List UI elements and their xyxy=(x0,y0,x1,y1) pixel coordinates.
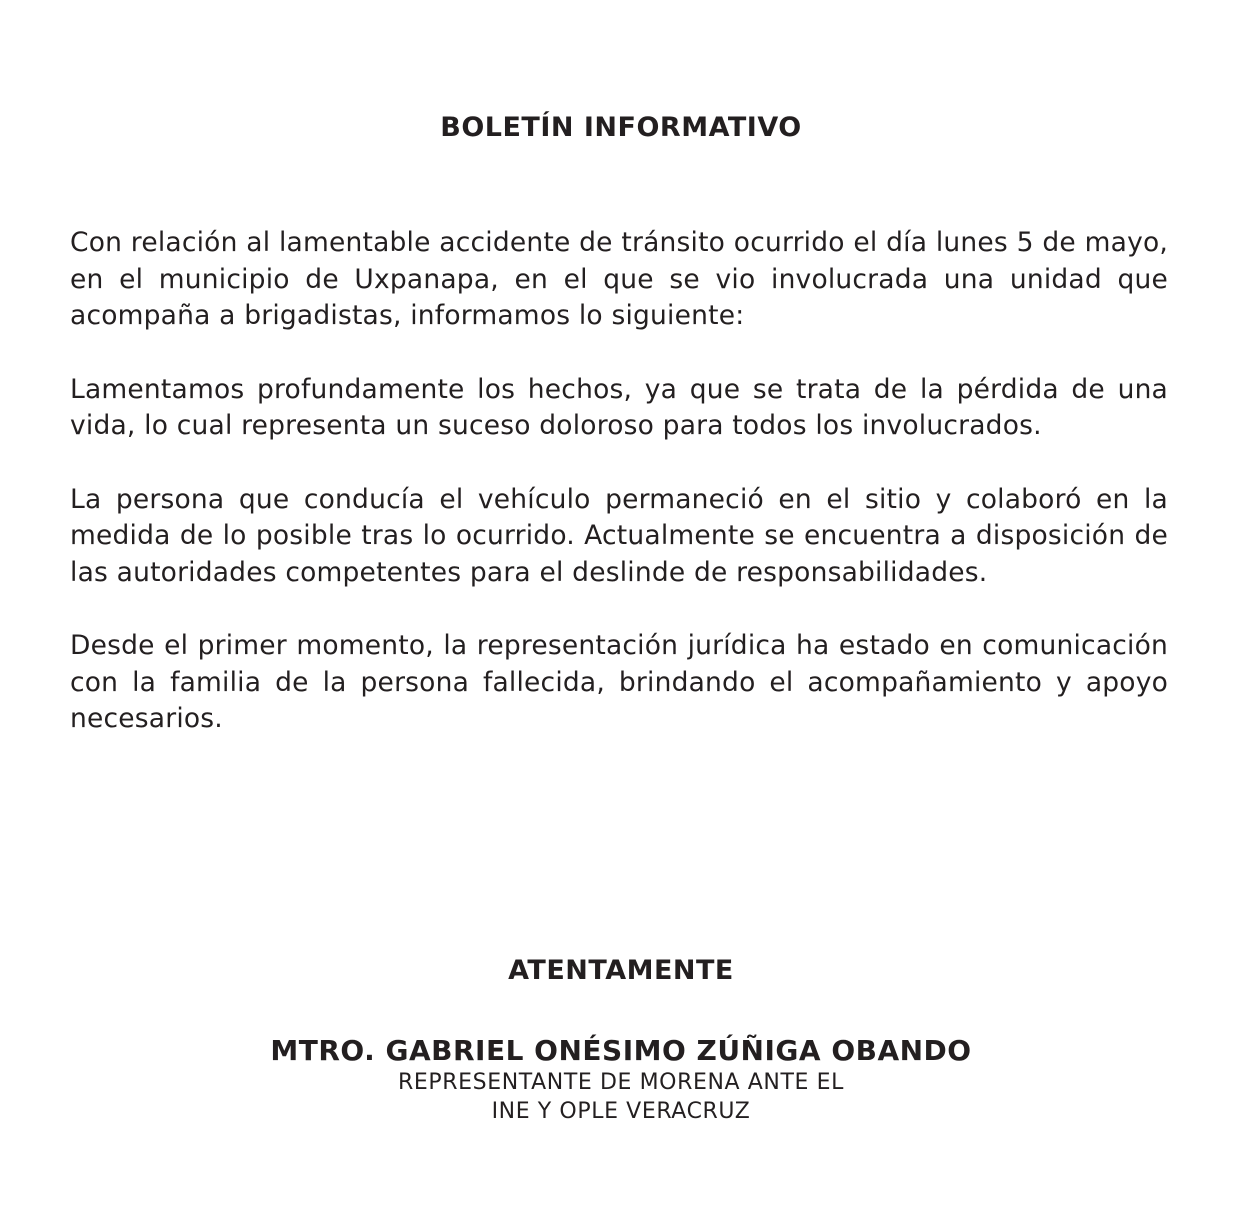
signer-name: MTRO. GABRIEL ONÉSIMO ZÚÑIGA OBANDO xyxy=(270,1034,972,1067)
paragraph-3: La persona que conducía el vehículo permaneció en el sitio y colaboró en la medida de lo posible tras lo ocurrido. Actualmente se encuentra a disposición de las autoridades competentes para el deslinde de responsabilidades. xyxy=(70,483,1168,588)
document-title: BOLETÍN INFORMATIVO xyxy=(440,112,802,143)
closing-salutation: ATENTAMENTE xyxy=(508,955,734,986)
signer-role-line-1: REPRESENTANTE DE MORENA ANTE EL xyxy=(398,1070,844,1095)
paragraph-2: Lamentamos profundamente los hechos, ya que se trata de la pérdida de una vida, lo cual representa un suceso doloroso para todos los involucrados. xyxy=(70,373,1168,441)
bulletin-body xyxy=(70,225,1168,775)
paragraph-4: Desde el primer momento, la representación jurídica ha estado en comunicación con la familia de la persona fallecida, brindando el acompañamiento y apoyo necesarios. xyxy=(70,630,1168,734)
signer-role-line-2: INE Y OPLE VERACRUZ xyxy=(491,1099,751,1124)
signature-block xyxy=(0,1034,1242,1126)
paragraph-1: Con relación al lamentable accidente de tránsito ocurrido el día lunes 5 de mayo, en el municipio de Uxpanapa, en el que se vio involucrada una unidad que acompaña a brigadistas, informamos lo siguiente: xyxy=(70,227,1168,331)
